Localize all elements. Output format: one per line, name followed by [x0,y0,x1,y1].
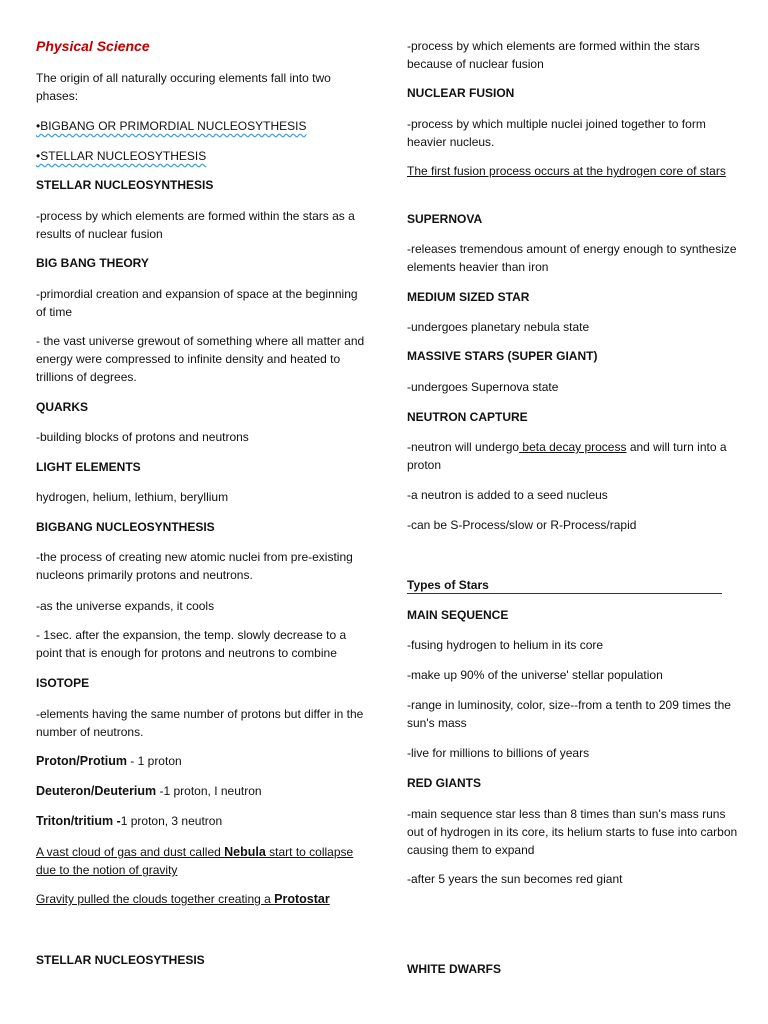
main-sequence-population: -make up 90% of the universe' stellar population [407,668,663,682]
main-sequence-lifetime: -live for millions to billions of years [407,746,590,760]
heading-medium-star: MEDIUM SIZED STAR [407,290,530,304]
heading-isotope: ISOTOPE [36,676,90,690]
main-sequence-fusing: -fusing hydrogen to helium in its core [407,638,604,652]
heading-types-of-stars: Types of Stars [407,578,489,592]
protostar-term: Protostar [274,892,330,906]
capture-suffix: and will turn into a proton [407,440,727,472]
isotope-deuterium [36,782,366,800]
document-title: Physical Science [36,38,150,54]
protium-detail: - 1 proton [126,754,182,768]
heading-main-sequence: MAIN SEQUENCE [407,608,509,622]
heading-stellar-nucleosynthesis: STELLAR NUCLEOSYNTHESIS [36,178,214,192]
quarks-definition: -building blocks of protons and neutrons [36,430,249,444]
isotope-protium [36,752,366,770]
first-fusion-note: The first fusion process occurs at the hydrogen core of stars [407,164,726,178]
bullet-stellar: •STELLAR NUCLEOSYTHESIS [36,149,207,163]
deuterium-term: Deuteron/Deuterium [36,784,157,798]
deuterium-detail: -1 proton, I neutron [156,784,262,798]
bbn-temperature: - 1sec. after the expansion, the temp. slowly decrease to a point that is enough for protons and neutrons to combine [36,628,347,660]
heading-quarks: QUARKS [36,400,89,414]
heading-massive-stars: MASSIVE STARS (SUPER GIANT) [407,349,598,363]
nebula-term: Nebula [224,845,266,859]
tritium-term: Triton/tritium - [36,814,121,828]
massive-stars-description: -undergoes Supernova state [407,380,559,394]
neutron-capture-seed: -a neutron is added to a seed nucleus [407,488,608,502]
heading-supernova: SUPERNOVA [407,212,483,226]
protium-term: Proton/Protium [36,754,127,768]
heading-red-giants: RED GIANTS [407,776,482,790]
nebula-suffix: start to collapse due to the notion of gravity [36,845,354,877]
neutron-capture-process: -can be S-Process/slow or R-Process/rapid [407,518,637,532]
intro-paragraph: The origin of all naturally occuring elements fall into two phases: [36,71,331,103]
isotope-definition: -elements having the same number of protons but differ in the number of neutrons. [36,707,364,739]
heading-neutron-capture: NEUTRON CAPTURE [407,410,528,424]
stellar-continued: -process by which elements are formed within the stars because of nuclear fusion [407,39,700,71]
tritium-detail: 1 proton, 3 neutron [120,814,223,828]
bigbang-definition: -primordial creation and expansion of space at the beginning of time [36,287,358,319]
supernova-definition: -releases tremendous amount of energy enough to synthesize elements heavier than iron [407,242,737,274]
main-sequence-range: -range in luminosity, color, size--from a tenth to 209 times the sun's mass [407,698,731,730]
neutron-capture-definition [407,438,739,474]
protostar-sentence [36,890,366,908]
light-elements-list: hydrogen, helium, lethium, beryllium [36,490,229,504]
bigbang-description: - the vast universe grewout of something where all matter and energy were compressed to infinite density and heated to trillions of degrees. [36,334,365,384]
beta-decay-term: beta decay process [519,440,627,454]
isotope-tritium [36,812,366,830]
types-divider [407,593,722,594]
bbn-cooling: -as the universe expands, it cools [36,599,215,613]
nebula-sentence [36,843,366,879]
heading-big-bang-theory: BIG BANG THEORY [36,256,149,270]
capture-prefix: -neutron will undergo [407,440,520,454]
heading-nuclear-fusion: NUCLEAR FUSION [407,86,515,100]
heading-bigbang-nucleosynthesis: BIGBANG NUCLEOSYNTHESIS [36,520,215,534]
medium-star-description: -undergoes planetary nebula state [407,320,590,334]
heading-white-dwarfs: WHITE DWARFS [407,962,501,976]
red-giants-description: -main sequence star less than 8 times than sun's mass runs out of hydrogen in its core, its helium starts to fuse into carbon causing them to expand [407,807,738,857]
stellar-definition: -process by which elements are formed within the stars as a results of nuclear fusion [36,209,355,241]
nebula-prefix: A vast cloud of gas and dust called [36,845,225,859]
bbn-definition: -the process of creating new atomic nuclei from pre-existing nucleons primarily protons and neutrons. [36,550,353,582]
fusion-definition: -process by which multiple nuclei joined together to form heavier nucleus. [407,117,706,149]
heading-stellar-nucleosythesis: STELLAR NUCLEOSYTHESIS [36,953,205,967]
bullet-bigbang: •BIGBANG OR PRIMORDIAL NUCLEOSYTHESIS [36,119,307,133]
heading-light-elements: LIGHT ELEMENTS [36,460,141,474]
protostar-prefix: Gravity pulled the clouds together creating a [36,892,275,906]
red-giants-sun: -after 5 years the sun becomes red giant [407,872,623,886]
